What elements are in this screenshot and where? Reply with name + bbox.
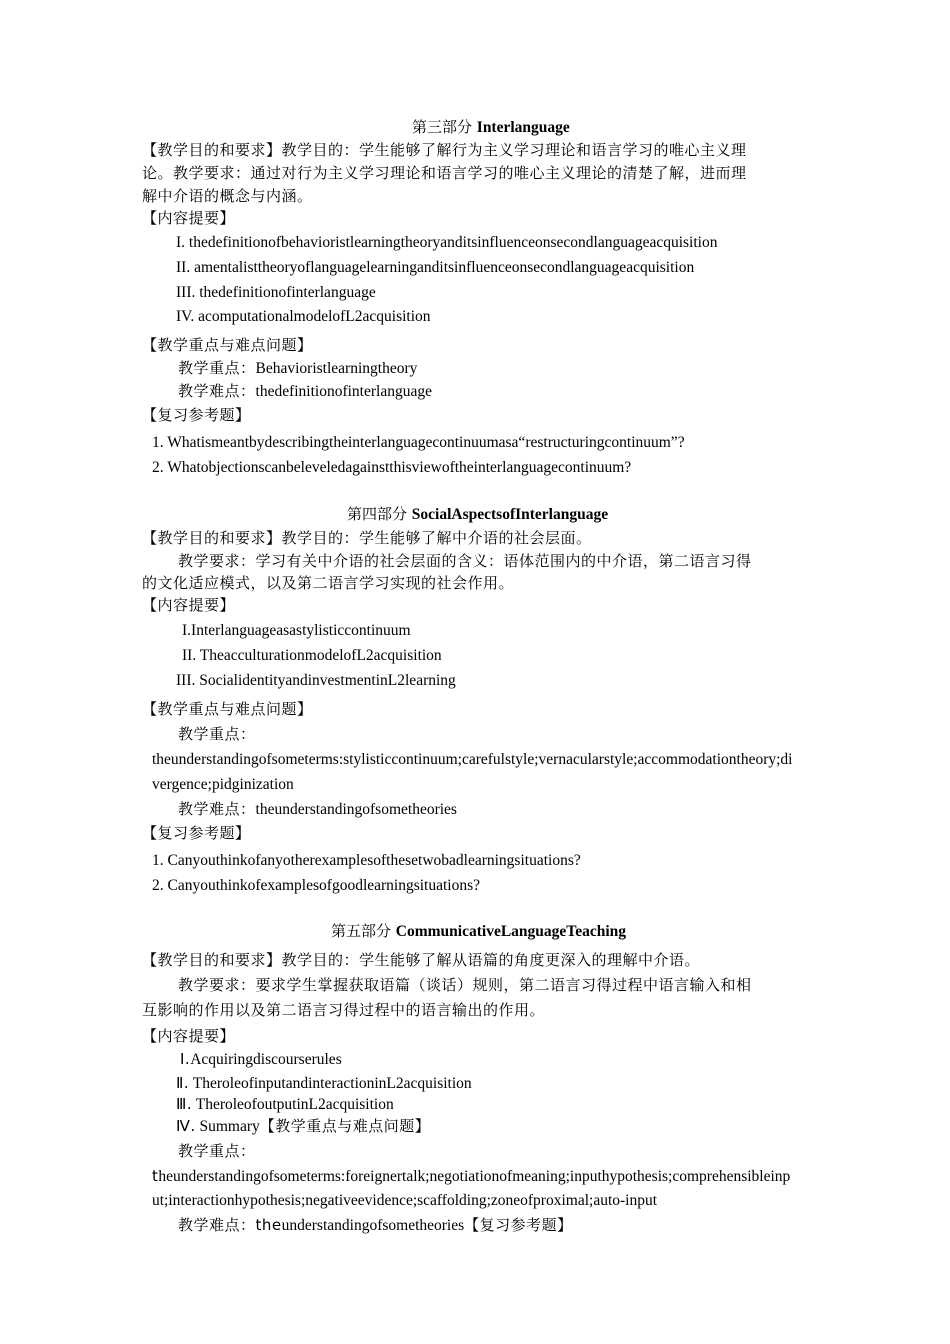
section-5-title-en: CommunicativeLanguageTeaching [395, 923, 627, 940]
section-5-difficulty-and-review [178, 1215, 573, 1236]
difficulty-label: 教学难点： [178, 800, 256, 818]
section-5-title [331, 921, 626, 942]
section-5-review-heading: 【复习参考题】 [464, 1216, 573, 1234]
section-5-key-point-label: 教学重点： [178, 1142, 256, 1160]
section-4-title-cn: 第四部分 [347, 505, 412, 523]
section-3-review-heading: 【复习参考题】 [142, 406, 251, 424]
section-4-question-2: 2. Canyouthinkofexamplesofgoodlearningsituations? [152, 877, 481, 894]
difficulty-text: thedefinitionofinterlanguage [255, 383, 432, 400]
section-4-title [347, 504, 608, 525]
section-3-question-2: 2. Whatobjectionscanbeleveledagainstthisviewoftheinterlanguagecontinuum? [152, 459, 632, 476]
section-4-item-2: II. TheacculturationmodelofL2acquisition [182, 647, 442, 664]
section-3-item-2: II. amentalisttheoryoflanguagelearninganditsinfluenceonsecondlanguageacquisition [176, 259, 695, 276]
section-5-item-2 [176, 1073, 472, 1094]
section-4-key-point-label: 教学重点： [178, 725, 256, 743]
key-text: heunderstandingofsometerms:foreignertalk;negotiationofmeaning;inputhypothesis;comprehensibleinp [158, 1168, 791, 1185]
key-point-text: Behavioristlearningtheory [255, 360, 418, 377]
section-4-item-1: I.Interlanguageasastylisticcontinuum [182, 622, 411, 639]
section-3-key-point [178, 358, 417, 379]
section-5-item-4-and-keys [176, 1116, 430, 1137]
section-3-aims-line-2: 论。教学要求：通过对行为主义学习理论和语言学习的唯心主义理论的清楚了解，进而理 [142, 164, 747, 182]
key-text-prefix: t [152, 1167, 159, 1185]
section-3-title [412, 117, 570, 138]
section-4-keys-heading: 【教学重点与难点问题】 [142, 700, 313, 718]
item-number: Ⅲ. [176, 1095, 193, 1113]
difficulty-text-prefix: the [255, 1216, 282, 1234]
section-3-aims-line-3: 解中介语的概念与内涵。 [142, 187, 313, 205]
section-4-title-en: SocialAspectsofInterlanguage [411, 506, 609, 523]
section-3-title-en: Interlanguage [476, 119, 570, 136]
section-5-item-1 [180, 1049, 342, 1070]
section-4-aims-line-3: 的文化适应模式，以及第二语言学习实现的社会作用。 [142, 574, 515, 592]
section-4-aims-line-2: 教学要求：学习有关中介语的社会层面的含义：语体范围内的中介语，第二语言习得 [178, 552, 752, 570]
item-number: Ⅱ. [176, 1074, 190, 1092]
section-3-item-4: IV. acomputationalmodelofL2acquisition [176, 308, 431, 325]
section-5-aims-line-1: 【教学目的和要求】教学目的：学生能够了解从语篇的角度更深入的理解中介语。 [142, 951, 701, 969]
section-4-item-3: III. SocialidentityandinvestmentinL2learning [176, 672, 456, 689]
difficulty-label: 教学难点： [178, 382, 256, 400]
item-text: TheroleofoutputinL2acquisition [192, 1096, 394, 1113]
section-5-aims-line-2: 教学要求：要求学生掌握获取语篇（谈话）规则，第二语言习得过程中语言输入和相 [178, 976, 752, 994]
section-3-aims-line-1: 【教学目的和要求】教学目的：学生能够了解行为主义学习理论和语言学习的唯心主义理 [142, 141, 747, 159]
section-5-item-3 [176, 1094, 394, 1115]
section-4-key-point-line-1: theunderstandingofsometerms:stylisticcontinuum;carefulstyle;vernacularstyle;accommodationtheory;di [152, 751, 793, 768]
section-3-difficulty [178, 381, 432, 402]
section-4-question-1: 1. Canyouthinkofanyotherexamplesofthesetwobadlearningsituations? [152, 852, 581, 869]
section-4-difficulty [178, 799, 457, 820]
key-point-label: 教学重点： [178, 359, 256, 377]
section-4-contents-heading: 【内容提要】 [142, 596, 236, 614]
item-number: Ⅰ. [180, 1050, 191, 1068]
section-5-key-point-line-2: ut;interactionhypothesis;negativeevidence;scaffolding;zoneofproximal;auto-input [152, 1192, 658, 1209]
section-5-title-cn: 第五部分 [331, 922, 396, 940]
section-3-title-cn: 第三部分 [412, 118, 477, 136]
section-4-review-heading: 【复习参考题】 [142, 824, 251, 842]
section-4-key-point-line-2: vergence;pidginization [152, 776, 294, 793]
difficulty-text: understandingofsometheories [281, 1217, 465, 1234]
section-5-aims-line-3: 互影响的作用以及第二语言习得过程中的语言输出的作用。 [142, 1001, 546, 1019]
section-3-keys-heading: 【教学重点与难点问题】 [142, 336, 313, 354]
item-number: Ⅳ. [176, 1117, 196, 1135]
item-text: Acquiringdiscourserules [190, 1051, 342, 1068]
section-3-contents-heading: 【内容提要】 [142, 209, 236, 227]
section-3-question-1: 1. Whatismeantbydescribingtheinterlanguagecontinuumasa“restructuringcontinuum”? [152, 434, 685, 451]
difficulty-text: theunderstandingofsometheories [255, 801, 457, 818]
section-4-aims-line-1: 【教学目的和要求】教学目的：学生能够了解中介语的社会层面。 [142, 529, 592, 547]
difficulty-label: 教学难点： [178, 1216, 256, 1234]
section-5-contents-heading: 【内容提要】 [142, 1027, 236, 1045]
section-5-keys-heading: 【教学重点与难点问题】 [259, 1117, 431, 1135]
section-5-key-point-line-1 [152, 1166, 790, 1187]
item-text: TheroleofinputandinteractioninL2acquisition [189, 1075, 472, 1092]
section-3-item-3: III. thedefinitionofinterlanguage [176, 284, 376, 301]
section-3-item-1: I. thedefinitionofbehavioristlearningtheoryanditsinfluenceonsecondlanguageacquisition [176, 234, 718, 251]
item-text: Summary [195, 1118, 260, 1135]
